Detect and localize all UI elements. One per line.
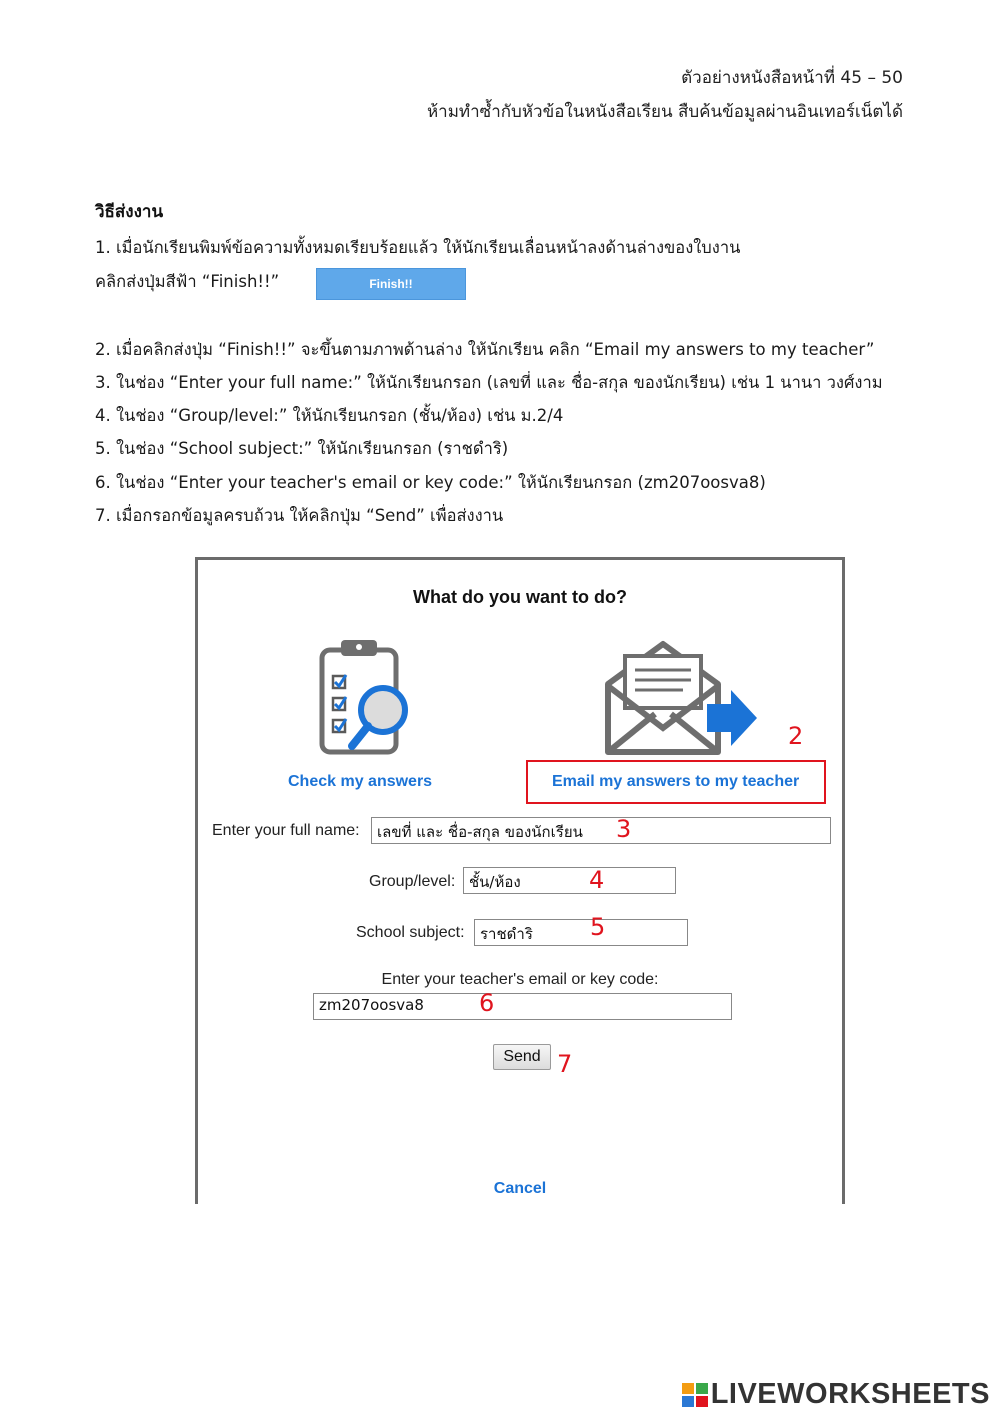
header-line-1: ตัวอย่างหนังสือหน้าที่ 45 – 50	[681, 68, 903, 88]
dialog-title: What do you want to do?	[413, 587, 627, 607]
step-1a: 1. เมื่อนักเรียนพิมพ์ข้อความทั้งหมดเรียบร้อยแล้ว ให้นักเรียนเลื่อนหน้าลงด้านล่างของใบงาน	[95, 238, 741, 257]
annotation-5: 5	[590, 913, 606, 941]
clipboard-check-icon	[316, 636, 416, 758]
step-6: 6. ในช่อง “Enter your teacher's email or key code:” ให้นักเรียนกรอก (zm207oosva8)	[95, 473, 766, 492]
step-7: 7. เมื่อกรอกข้อมูลครบถ้วน ให้คลิกปุ่ม “Send” เพื่อส่งงาน	[95, 506, 504, 525]
section-title: วิธีส่งงาน	[95, 202, 164, 222]
annotation-6: 6	[479, 989, 495, 1017]
send-dialog-screenshot	[195, 557, 845, 1204]
step-1b: คลิกส่งปุ่มสีฟ้า “Finish!!”	[95, 272, 280, 291]
step-4: 4. ในช่อง “Group/level:” ให้นักเรียนกรอก (ชั้น/ห้อง) เช่น ม.2/4	[95, 406, 564, 425]
logo-icon	[682, 1383, 708, 1407]
group-label: Group/level:	[369, 873, 456, 890]
finish-button-image: Finish!!	[316, 268, 466, 300]
check-my-answers-link[interactable]: Check my answers	[288, 773, 433, 790]
fullname-input[interactable]: เลขที่ และ ชื่อ-สกุล ของนักเรียน	[371, 817, 831, 844]
step-5: 5. ในช่อง “School subject:” ให้นักเรียนกรอก (ราชดำริ)	[95, 439, 509, 458]
annotation-4: 4	[589, 866, 605, 894]
logo-text: LIVEWORKSHEETS	[710, 1378, 990, 1410]
teacher-label: Enter your teacher's email or key code:	[381, 971, 659, 988]
step-2: 2. เมื่อคลิกส่งปุ่ม “Finish!!” จะขึ้นตามภาพด้านล่าง ให้นักเรียน คลิก “Email my answers to my teacher”	[95, 340, 875, 359]
subject-input[interactable]: ราชดำริ	[474, 919, 688, 946]
subject-label: School subject:	[356, 924, 465, 941]
teacher-input[interactable]: zm207oosva8	[313, 993, 732, 1020]
fullname-label: Enter your full name:	[212, 822, 360, 839]
annotation-3: 3	[616, 815, 632, 843]
cancel-link[interactable]: Cancel	[493, 1180, 547, 1197]
group-input[interactable]: ชั้น/ห้อง	[463, 867, 676, 894]
step-3: 3. ในช่อง “Enter your full name:” ให้นักเรียนกรอก (เลขที่ และ ชื่อ-สกุล ของนักเรียน) เช่น 1 นานา วงศ์งาม	[95, 373, 883, 392]
email-send-icon	[603, 636, 763, 756]
annotation-7: 7	[557, 1050, 573, 1078]
header-line-2: ห้ามทำซ้ำกับหัวข้อในหนังสือเรียน สืบค้นข้อมูลผ่านอินเทอร์เน็ตได้	[426, 102, 903, 122]
email-my-answers-link[interactable]: Email my answers to my teacher	[552, 773, 800, 790]
annotation-2: 2	[788, 722, 804, 750]
liveworksheets-logo	[682, 1378, 990, 1411]
send-button[interactable]: Send	[493, 1044, 551, 1070]
